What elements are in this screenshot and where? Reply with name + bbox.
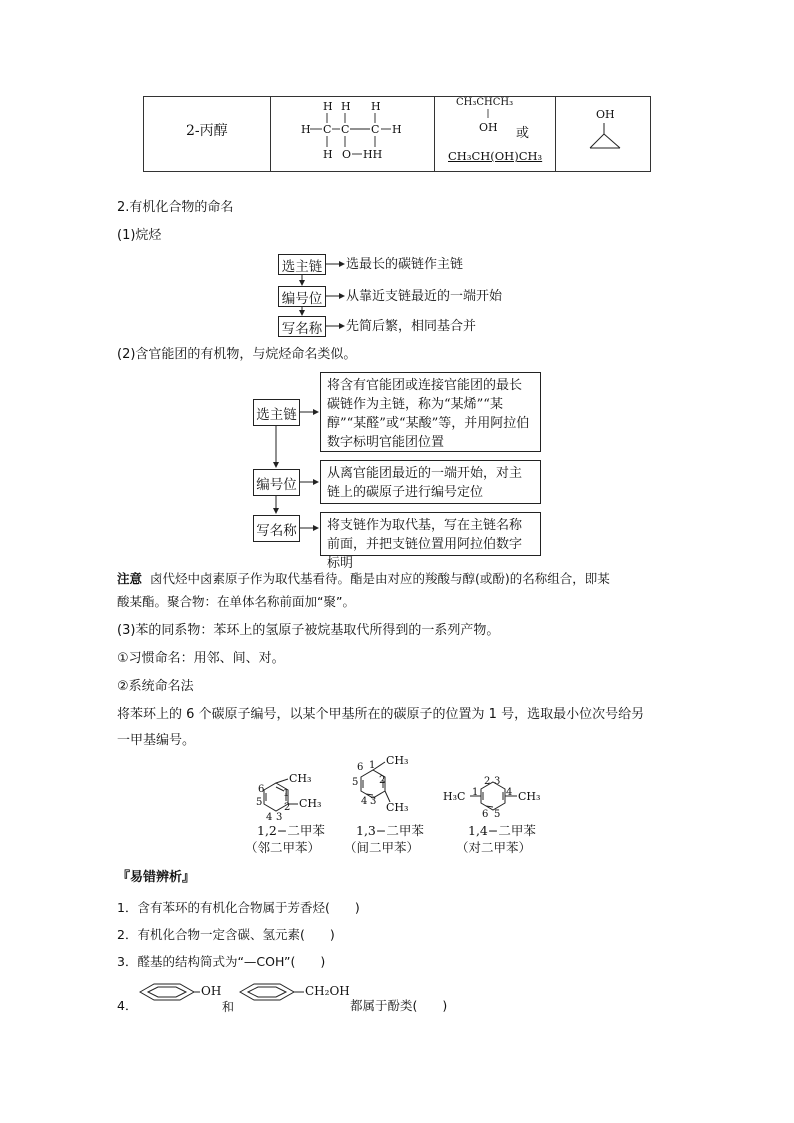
ch3-label: CH₃ — [386, 754, 409, 767]
flow-text: 从靠近支链最近的一端开始 — [346, 289, 503, 304]
flow-text: 选最长的碳链作主链 — [346, 257, 464, 272]
ch3-label: CH₃ — [299, 797, 322, 810]
svg-text:1: 1 — [283, 788, 290, 799]
svg-text:6: 6 — [258, 784, 265, 795]
benzene-desc: 一甲基编号。 — [117, 733, 196, 748]
svg-text:2: 2 — [379, 775, 386, 786]
flow-box-number: 编号位 — [253, 469, 300, 496]
error-item: 1．含有苯环的有机化合物属于芳香烃( ) — [117, 900, 360, 915]
error-item: 3．醛基的结构简式为“—COH”( ) — [117, 954, 326, 969]
bracket-open: 『 — [117, 870, 131, 885]
svg-text:1: 1 — [472, 787, 479, 798]
oh-label: OH — [201, 984, 222, 998]
skeletal-formula: OH — [582, 104, 642, 164]
h3c-label: H₃C — [443, 790, 466, 803]
svg-text:6: 6 — [357, 762, 364, 773]
note-block: 注意 卤代烃中卤素原子作为取代基看待。酯是由对应的羧酸与醇(或酚)的名称组合，即某 酸某酯。聚合物：在单体名称前面加“聚”。 — [117, 571, 610, 609]
flow-box-number: 编号位 — [278, 286, 326, 307]
svg-text:2: 2 — [284, 802, 291, 813]
svg-text:4: 4 — [266, 812, 273, 823]
svg-text:3: 3 — [494, 776, 501, 787]
svg-text:5: 5 — [352, 777, 359, 788]
flow-box-name: 写名称 — [278, 316, 326, 337]
compound-name: 2-丙醇 — [186, 123, 228, 139]
error-item4-tail: 都属于酚类( ) — [350, 998, 448, 1013]
flow-box-name: 写名称 — [253, 515, 300, 542]
ch3-label: CH₃ — [386, 801, 409, 814]
bracket-close: 』 — [182, 870, 196, 885]
compound-common: （邻二甲苯） — [245, 840, 321, 855]
benzene-desc: 将苯环上的 6 个碳原子编号，以某个甲基所在的碳原子的位置为 1 号，选取最小位次号给另 — [117, 707, 645, 722]
svg-text:3: 3 — [276, 812, 283, 823]
svg-text:4: 4 — [506, 787, 513, 798]
flow-text: 先简后繁，相同基合并 — [346, 319, 477, 334]
flow-desc: 将含有官能团或连接官能团的最长碳链作为主链，称为“某烯”“某醇”“某醛”或“某酸”等，并用阿拉伯数字标明官能团位置 — [320, 372, 541, 452]
error-item4-num: 4． — [117, 998, 138, 1013]
svg-text:3: 3 — [370, 796, 377, 807]
benzene-heading: (3)苯的同系物：苯环上的氢原子被烷基取代所得到的一系列产物。 — [117, 623, 500, 638]
simplified-formula: CH₃CHCH₃ OH 或 CH₃CH(OH)CH₃ — [448, 97, 543, 163]
flow-desc: 将支链作为取代基，写在主链名称前面，并把支链位置用阿拉伯数字标明 — [320, 512, 541, 556]
item4-and: 和 — [222, 1000, 235, 1014]
compound-name: 1,3−二甲苯 — [356, 823, 424, 838]
benzene-item2: ②系统命名法 — [117, 679, 194, 694]
flow-desc: 从离官能团最近的一端开始，对主链上的碳原子进行编号定位 — [320, 460, 541, 504]
flow-box-select-chain: 选主链 — [278, 254, 326, 275]
compound-name: 1,4−二甲苯 — [468, 823, 536, 838]
ch3-label: CH₃ — [518, 790, 541, 803]
ch2oh-label: CH₂OH — [305, 984, 350, 998]
svg-text:5: 5 — [256, 797, 263, 808]
svg-text:2: 2 — [484, 776, 491, 787]
compound-name: 1,2−二甲苯 — [257, 823, 325, 838]
svg-text:1: 1 — [369, 760, 376, 771]
svg-text:6: 6 — [482, 809, 489, 820]
section-title: 2.有机化合物的命名 — [117, 200, 234, 215]
svg-text:5: 5 — [494, 809, 501, 820]
errors-title: 易错辨析 — [130, 870, 183, 885]
compound-common: （对二甲苯） — [456, 840, 532, 855]
error-item: 2．有机化合物一定含碳、氢元素( ) — [117, 927, 335, 942]
benzene-item1: ①习惯命名：用邻、间、对。 — [117, 651, 285, 666]
alkane-heading: (1)烷烃 — [117, 228, 162, 243]
functional-heading: (2)含官能团的有机物，与烷烃命名类似。 — [117, 347, 357, 362]
compound-common: （间二甲苯） — [344, 840, 420, 855]
note-label: 注意 — [117, 571, 143, 586]
structural-formula: H H H H C C C H H O HH — [296, 98, 416, 168]
flow-box-select-chain: 选主链 — [253, 399, 300, 426]
ch3-label: CH₃ — [289, 772, 312, 785]
svg-text:4: 4 — [361, 796, 368, 807]
